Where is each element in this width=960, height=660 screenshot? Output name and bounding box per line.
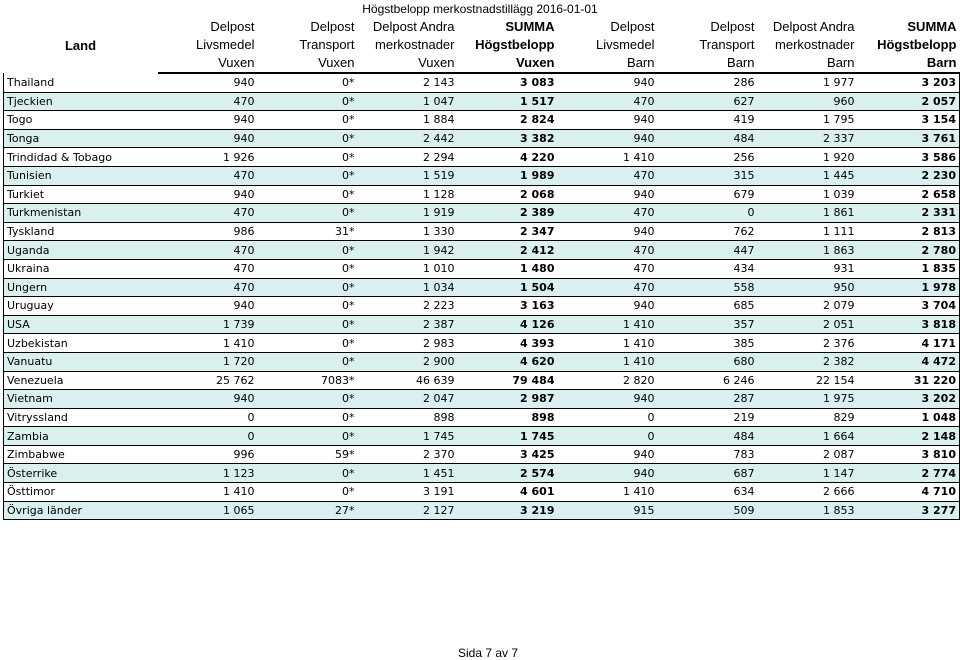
column-header-land: Land [64, 37, 97, 53]
total-cell: 1 517 [458, 92, 558, 111]
value-cell: 7083* [258, 371, 358, 390]
column-header-line: Vuxen [258, 54, 358, 73]
value-cell: 940 [158, 129, 258, 148]
total-cell: 2 057 [858, 92, 960, 111]
page-title: Högstbelopp merkostnadstillägg 2016-01-01 [362, 2, 598, 16]
value-cell: 634 [658, 483, 758, 502]
total-cell: 4 393 [458, 334, 558, 353]
value-cell: 940 [558, 129, 658, 148]
value-cell: 986 [158, 222, 258, 241]
value-cell: 484 [658, 129, 758, 148]
value-cell: 470 [158, 166, 258, 185]
value-cell: 1 664 [758, 427, 858, 446]
value-cell: 447 [658, 241, 758, 260]
value-cell: 1 795 [758, 111, 858, 130]
value-cell: 1 919 [358, 204, 458, 223]
total-cell: 3 761 [858, 129, 960, 148]
column-header-line: Vuxen [158, 54, 258, 73]
column-header-line: Delpost Andra [372, 19, 455, 34]
value-cell: 219 [658, 408, 758, 427]
column-header-line: Barn [758, 54, 858, 73]
value-cell: 1 065 [158, 501, 258, 520]
total-cell: 4 620 [458, 352, 558, 371]
value-cell: 1 739 [158, 315, 258, 334]
country-cell: Ungern [4, 278, 158, 297]
total-cell: 4 601 [458, 483, 558, 502]
total-cell: 2 148 [858, 427, 960, 446]
value-cell: 0* [258, 148, 358, 167]
value-cell: 1 745 [358, 427, 458, 446]
value-cell: 627 [658, 92, 758, 111]
value-cell: 2 143 [358, 73, 458, 92]
value-cell: 1 519 [358, 166, 458, 185]
total-cell: 2 574 [458, 464, 558, 483]
value-cell: 484 [658, 427, 758, 446]
value-cell: 1 451 [358, 464, 458, 483]
value-cell: 0* [258, 111, 358, 130]
value-cell: 1 977 [758, 73, 858, 92]
country-cell: USA [4, 315, 158, 334]
country-cell: Thailand [4, 73, 158, 92]
total-cell: 2 780 [858, 241, 960, 260]
value-cell: 470 [558, 259, 658, 278]
value-cell: 0* [258, 204, 358, 223]
table-row [4, 111, 960, 130]
column-header-line: Delpost [610, 19, 655, 34]
total-cell: 3 083 [458, 73, 558, 92]
value-cell: 996 [158, 445, 258, 464]
country-cell: Uganda [4, 241, 158, 260]
value-cell: 898 [358, 408, 458, 427]
column-header-line: merkostnader [375, 37, 455, 52]
value-cell: 950 [758, 278, 858, 297]
column-header-line: Barn [558, 54, 658, 73]
value-cell: 679 [658, 185, 758, 204]
value-cell: 940 [558, 222, 658, 241]
table-row [4, 166, 960, 185]
value-cell: 1 720 [158, 352, 258, 371]
value-cell: 0 [558, 408, 658, 427]
value-cell: 1 926 [158, 148, 258, 167]
value-cell: 1 047 [358, 92, 458, 111]
value-cell: 940 [558, 297, 658, 316]
value-cell: 470 [158, 92, 258, 111]
country-cell: Vanuatu [4, 352, 158, 371]
table-row [4, 204, 960, 223]
total-cell: 3 203 [858, 73, 960, 92]
table-row [4, 445, 960, 464]
country-cell: Turkiet [4, 185, 158, 204]
value-cell: 385 [658, 334, 758, 353]
total-cell: 1 504 [458, 278, 558, 297]
country-cell: Vitryssland [4, 408, 158, 427]
total-cell: 2 813 [858, 222, 960, 241]
total-cell: 1 835 [858, 259, 960, 278]
value-cell: 470 [158, 241, 258, 260]
total-cell: 31 220 [858, 371, 960, 390]
country-cell: Tyskland [4, 222, 158, 241]
value-cell: 0* [258, 352, 358, 371]
value-cell: 0* [258, 297, 358, 316]
table-row [4, 185, 960, 204]
table-row [4, 371, 960, 390]
country-cell: Uruguay [4, 297, 158, 316]
value-cell: 0* [258, 334, 358, 353]
total-cell: 3 704 [858, 297, 960, 316]
value-cell: 509 [658, 501, 758, 520]
table-row [4, 148, 960, 167]
value-cell: 0* [258, 166, 358, 185]
value-cell: 31* [258, 222, 358, 241]
value-cell: 1 034 [358, 278, 458, 297]
value-cell: 960 [758, 92, 858, 111]
table-row [4, 408, 960, 427]
country-cell: Vietnam [4, 390, 158, 409]
country-cell: Turkmenistan [4, 204, 158, 223]
total-cell: 3 219 [458, 501, 558, 520]
value-cell: 0* [258, 92, 358, 111]
value-cell: 0* [258, 129, 358, 148]
value-cell: 2 127 [358, 501, 458, 520]
value-cell: 1 039 [758, 185, 858, 204]
total-cell: 2 347 [458, 222, 558, 241]
value-cell: 558 [658, 278, 758, 297]
value-cell: 2 337 [758, 129, 858, 148]
value-cell: 940 [158, 390, 258, 409]
value-cell: 2 382 [758, 352, 858, 371]
value-cell: 2 087 [758, 445, 858, 464]
column-header-line: SUMMA [505, 19, 555, 34]
table-row [4, 222, 960, 241]
total-cell: 3 202 [858, 390, 960, 409]
value-cell: 286 [658, 73, 758, 92]
total-cell: 898 [458, 408, 558, 427]
value-cell: 46 639 [358, 371, 458, 390]
value-cell: 0 [558, 427, 658, 446]
value-cell: 0* [258, 427, 358, 446]
value-cell: 0* [258, 185, 358, 204]
value-cell: 1 920 [758, 148, 858, 167]
table-body [4, 73, 960, 520]
value-cell: 2 983 [358, 334, 458, 353]
value-cell: 434 [658, 259, 758, 278]
value-cell: 2 223 [358, 297, 458, 316]
table-row [4, 297, 960, 316]
total-cell: 2 230 [858, 166, 960, 185]
value-cell: 931 [758, 259, 858, 278]
value-cell: 470 [558, 278, 658, 297]
value-cell: 1 147 [758, 464, 858, 483]
value-cell: 1 410 [158, 334, 258, 353]
value-cell: 2 900 [358, 352, 458, 371]
column-header-line: Högstbelopp [475, 37, 555, 52]
total-cell: 4 220 [458, 148, 558, 167]
table-row [4, 92, 960, 111]
total-cell: 2 068 [458, 185, 558, 204]
value-cell: 0* [258, 278, 358, 297]
value-cell: 1 128 [358, 185, 458, 204]
country-cell: Uzbekistan [4, 334, 158, 353]
value-cell: 940 [158, 185, 258, 204]
column-header-line: Delpost Andra [772, 19, 855, 34]
value-cell: 1 410 [558, 352, 658, 371]
total-cell: 79 484 [458, 371, 558, 390]
value-cell: 0 [158, 427, 258, 446]
country-cell: Tonga [4, 129, 158, 148]
country-cell: Venezuela [4, 371, 158, 390]
value-cell: 915 [558, 501, 658, 520]
total-cell: 3 586 [858, 148, 960, 167]
value-cell: 940 [558, 464, 658, 483]
value-cell: 687 [658, 464, 758, 483]
country-cell: Ukraina [4, 259, 158, 278]
value-cell: 2 387 [358, 315, 458, 334]
total-cell: 2 987 [458, 390, 558, 409]
total-cell: 4 710 [858, 483, 960, 502]
country-cell: Övriga länder [4, 501, 158, 520]
value-cell: 287 [658, 390, 758, 409]
value-cell: 3 191 [358, 483, 458, 502]
value-cell: 940 [158, 73, 258, 92]
total-cell: 2 658 [858, 185, 960, 204]
value-cell: 2 370 [358, 445, 458, 464]
value-cell: 940 [558, 111, 658, 130]
value-cell: 1 861 [758, 204, 858, 223]
value-cell: 685 [658, 297, 758, 316]
table-row [4, 241, 960, 260]
table-row [4, 427, 960, 446]
column-header-line: SUMMA [907, 19, 957, 34]
table-row [4, 334, 960, 353]
column-header-line: Livsmedel [195, 37, 255, 52]
country-cell: Togo [4, 111, 158, 130]
value-cell: 59* [258, 445, 358, 464]
value-cell: 1 863 [758, 241, 858, 260]
total-cell: 1 048 [858, 408, 960, 427]
table-row [4, 278, 960, 297]
value-cell: 470 [558, 166, 658, 185]
value-cell: 2 047 [358, 390, 458, 409]
value-cell: 470 [158, 259, 258, 278]
total-cell: 3 163 [458, 297, 558, 316]
value-cell: 0* [258, 315, 358, 334]
value-cell: 940 [158, 111, 258, 130]
value-cell: 1 410 [558, 315, 658, 334]
value-cell: 0* [258, 73, 358, 92]
value-cell: 1 410 [158, 483, 258, 502]
value-cell: 1 445 [758, 166, 858, 185]
value-cell: 0* [258, 259, 358, 278]
value-cell: 0 [658, 204, 758, 223]
value-cell: 470 [558, 241, 658, 260]
column-header-line: Vuxen [458, 54, 558, 73]
table-row [4, 464, 960, 483]
value-cell: 2 820 [558, 371, 658, 390]
column-header-line: Transport [699, 37, 755, 52]
column-header-line: Transport [299, 37, 355, 52]
table-row [4, 129, 960, 148]
value-cell: 470 [558, 92, 658, 111]
value-cell: 419 [658, 111, 758, 130]
value-cell: 2 294 [358, 148, 458, 167]
column-header-line: Delpost [210, 19, 255, 34]
value-cell: 0* [258, 408, 358, 427]
country-cell: Zambia [4, 427, 158, 446]
value-cell: 0* [258, 241, 358, 260]
value-cell: 256 [658, 148, 758, 167]
total-cell: 3 382 [458, 129, 558, 148]
value-cell: 2 666 [758, 483, 858, 502]
value-cell: 1 010 [358, 259, 458, 278]
total-cell: 3 154 [858, 111, 960, 130]
value-cell: 1 410 [558, 483, 658, 502]
value-cell: 829 [758, 408, 858, 427]
value-cell: 940 [558, 445, 658, 464]
value-cell: 470 [558, 204, 658, 223]
value-cell: 27* [258, 501, 358, 520]
value-cell: 940 [558, 185, 658, 204]
value-cell: 1 330 [358, 222, 458, 241]
value-cell: 470 [158, 278, 258, 297]
value-cell: 0* [258, 390, 358, 409]
value-cell: 783 [658, 445, 758, 464]
value-cell: 25 762 [158, 371, 258, 390]
value-cell: 940 [558, 390, 658, 409]
value-cell: 2 376 [758, 334, 858, 353]
column-header-line: merkostnader [775, 37, 855, 52]
table-row [4, 73, 960, 92]
value-cell: 2 442 [358, 129, 458, 148]
total-cell: 2 824 [458, 111, 558, 130]
value-cell: 1 975 [758, 390, 858, 409]
value-cell: 940 [158, 297, 258, 316]
column-header-line: Högstbelopp [877, 37, 957, 52]
total-cell: 3 818 [858, 315, 960, 334]
value-cell: 762 [658, 222, 758, 241]
column-header-line: Delpost [710, 19, 755, 34]
value-cell: 2 051 [758, 315, 858, 334]
country-cell: Zimbabwe [4, 445, 158, 464]
page-number: Sida 7 av 7 [457, 646, 519, 660]
column-header-line: Barn [658, 54, 758, 73]
value-cell: 0* [258, 483, 358, 502]
country-cell: Östtimor [4, 483, 158, 502]
value-cell: 1 853 [758, 501, 858, 520]
total-cell: 4 472 [858, 352, 960, 371]
total-cell: 1 978 [858, 278, 960, 297]
total-cell: 2 774 [858, 464, 960, 483]
total-cell: 4 126 [458, 315, 558, 334]
value-cell: 22 154 [758, 371, 858, 390]
value-cell: 1 123 [158, 464, 258, 483]
table-row [4, 352, 960, 371]
total-cell: 2 389 [458, 204, 558, 223]
value-cell: 0* [258, 464, 358, 483]
value-cell: 1 410 [558, 334, 658, 353]
table-row [4, 390, 960, 409]
value-cell: 470 [158, 204, 258, 223]
column-header-line: Livsmedel [595, 37, 655, 52]
value-cell: 1 884 [358, 111, 458, 130]
total-cell: 2 331 [858, 204, 960, 223]
table-header [4, 18, 960, 73]
value-cell: 315 [658, 166, 758, 185]
total-cell: 1 745 [458, 427, 558, 446]
total-cell: 2 412 [458, 241, 558, 260]
table-row [4, 259, 960, 278]
country-cell: Österrike [4, 464, 158, 483]
total-cell: 3 810 [858, 445, 960, 464]
column-header-line: Delpost [310, 19, 355, 34]
value-cell: 680 [658, 352, 758, 371]
value-cell: 1 942 [358, 241, 458, 260]
country-cell: Tunisien [4, 166, 158, 185]
allowance-table [3, 18, 960, 520]
total-cell: 4 171 [858, 334, 960, 353]
total-cell: 1 480 [458, 259, 558, 278]
total-cell: 3 277 [858, 501, 960, 520]
country-cell: Trindidad & Tobago [4, 148, 158, 167]
total-cell: 3 425 [458, 445, 558, 464]
table-row [4, 501, 960, 520]
value-cell: 1 111 [758, 222, 858, 241]
column-header-line: Vuxen [358, 54, 458, 73]
value-cell: 940 [558, 73, 658, 92]
value-cell: 6 246 [658, 371, 758, 390]
value-cell: 0 [158, 408, 258, 427]
table-row [4, 315, 960, 334]
value-cell: 357 [658, 315, 758, 334]
value-cell: 2 079 [758, 297, 858, 316]
country-cell: Tjeckien [4, 92, 158, 111]
total-cell: 1 989 [458, 166, 558, 185]
column-header-line: Barn [858, 54, 960, 73]
value-cell: 1 410 [558, 148, 658, 167]
table-row [4, 483, 960, 502]
